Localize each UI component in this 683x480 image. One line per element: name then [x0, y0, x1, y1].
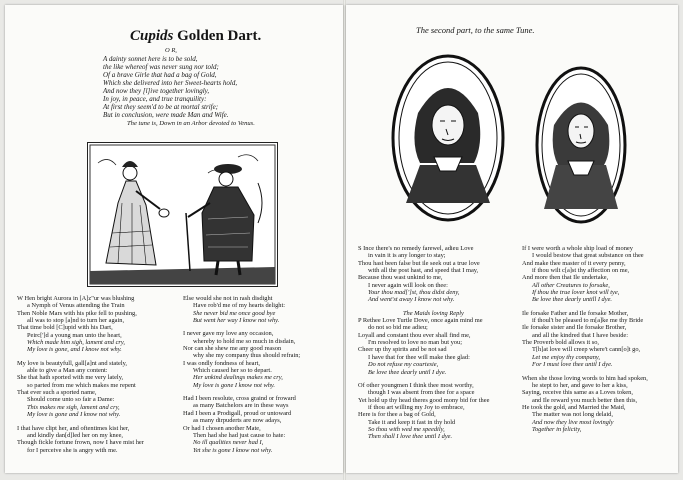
verse-line: When she those loving words to him had spoken, [522, 374, 648, 382]
verse-line: But went her way I know not why. [193, 317, 280, 325]
verse-line: I would bestow that great substance on thee [532, 252, 644, 260]
tune-line: The tune is, Down in an Arbor devoted to Venus. [127, 120, 255, 127]
right-column-2 [522, 245, 648, 433]
verse-line: My love is gone and I know not why. [27, 411, 121, 419]
verse-line: Be love thee dearly untill I dye. [532, 296, 613, 304]
verse-line: Yet hold up thy head theres good mony bid for thee [358, 396, 490, 404]
ballad-title [130, 29, 261, 44]
right-page [346, 5, 678, 473]
verse-line: P Rethee Love Turtle Dove, once again mind me [358, 317, 483, 325]
subtitle-line: Which she delivered into her Sweet-hearts hold, [103, 79, 238, 87]
subtitle-line: But in conclusion, were made Man and Wife. [103, 111, 229, 119]
verse-line: Peirc[']d a young man unto the heart, [27, 331, 122, 339]
left-column-1 [17, 295, 144, 454]
verse-line: Saying, receive this same as a Loves token, [522, 389, 633, 397]
verse-line: If I were worth a whole ship load of money [522, 245, 633, 252]
verse-line: for I perceive she is angry with me. [27, 446, 118, 454]
or-line: O R, [165, 47, 177, 54]
portrait-man-icon [390, 53, 506, 223]
verse-line: Let me enjoy thy company, [532, 353, 600, 361]
verse-line: Because thou wast unkind to me, [358, 274, 443, 282]
verse-line: No ill qualities never had I, [193, 439, 264, 447]
subtitle-line: At first they seem'd to be at mortal strife; [103, 103, 219, 111]
verse-line: Be love thee dearly until I dye. [368, 368, 447, 376]
left-page [5, 5, 343, 473]
verse-line: Yet she is gone I know not why. [193, 446, 273, 454]
subtitle-block [103, 55, 237, 119]
verse-line: I was ondly fondness of heart, [183, 359, 261, 367]
verse-line: Of other youngmen I think thee most worthy, [358, 381, 474, 389]
verse-line: S Ince there's no remedy farewel, adieu Love [358, 245, 474, 252]
verse-line: Though fickle fortune frown, now I have mist her [17, 439, 144, 447]
verse-line: if thoul't be pleased to m[a]ke me thy Bride [532, 317, 644, 325]
verse-line: I never again will look on thee: [368, 281, 448, 289]
verse-line: I that have clipt her, and oftentimes kist her, [17, 424, 130, 432]
verse-line: And more then that Ile undertake, [522, 274, 609, 282]
verse-line: That ever such a sported name, [17, 389, 97, 397]
verse-line: Then shall I love thee until I dye. [368, 433, 453, 441]
woodcut-couple-icon [88, 143, 277, 286]
verse-line: If thou the true lover knot will tye, [532, 289, 620, 297]
second-part-heading: The second part, to the same Tune. [416, 25, 535, 35]
subtitle-line: Of a brave Girle that had a bag of Gold, [103, 71, 217, 79]
verse-line: My love is gone, and I know not why. [27, 346, 122, 354]
verse-line: And went'st away I know not why. [368, 296, 455, 304]
verse-line: so parted from me which makes me repent [27, 381, 136, 389]
verse-line: This makes me sigh, lament and cry, [27, 403, 120, 411]
verse-line: and kindly dan[d]led her on my knee, [27, 431, 124, 439]
verse-line: as many Batchelors are in these ways [193, 402, 289, 410]
verse-line: in vain it is any longer to stay; [368, 252, 446, 260]
verse-line: She never bid me once good bye [193, 309, 276, 317]
verse-line: My love is beautyfull, gall[a]nt and stately, [17, 359, 127, 367]
verse-line: Nor can she shew me any good reason [183, 345, 282, 353]
verse-line: with all the post hast, and speed that I may, [368, 267, 479, 275]
left-column-2 [183, 295, 300, 454]
title-rest: Golden Dart. [173, 28, 262, 44]
woodcut-couple [87, 142, 278, 287]
verse-line: Loyall and constant thou ever shall find me, [358, 331, 471, 339]
verse-line: Should come unto so fair a Dame: [27, 396, 115, 404]
verse-line: W Hen bright Aurora in [A]z"ur was blushing [17, 295, 135, 302]
verse-line: if thou wilt c[a]st thy affection on me, [532, 267, 630, 275]
verse-line: Cheer up thy spirits and be not sad [358, 346, 447, 354]
verse-line: He took the gold, and Married the Maid, [522, 403, 626, 411]
right-column-1 [358, 245, 489, 441]
verse-line: All other Creatures to forsake, [532, 281, 610, 289]
verse-line: whereby to hold me so much in disdain, [193, 337, 296, 345]
verse-line: why she my company thus should refrain; [193, 352, 301, 360]
verse-line: Then Noble Mars with his pike fell to pushing, [17, 309, 137, 317]
verse-line: For I must love thee until I dye. [532, 361, 613, 369]
verse-line: he stept to her, and gave to her a kiss, [532, 381, 628, 389]
verse-line: Else would she not in rash disdight [183, 295, 273, 302]
verse-line: Thou hast been false but ile seek out a true love [358, 259, 480, 267]
verse-line: Then had she had just cause to hate: [193, 431, 286, 439]
verse-line: if thou art willing my Joy to embrace, [368, 403, 465, 411]
verse-line: Have rob'd me of my hearts delight: [193, 302, 286, 310]
verse-line: though I was absent from thee for a space [368, 389, 475, 397]
portrait-woman [534, 65, 628, 225]
verse-line: and Ile reward you much better then this, [532, 396, 638, 404]
verse-line: Which made him sigh, lament and cry, [27, 339, 125, 347]
portrait-woman-icon [534, 65, 628, 225]
subtitle-line: A dainty sonnet here is to be sold, [103, 55, 198, 63]
verse-line: able to give a Man any content: [27, 367, 108, 375]
verse-line: Her unkind dealings makes me cry, [193, 374, 283, 382]
verse-line: I never gave my love any occasion, [183, 330, 274, 338]
verse-line: as many dirpuderts are now adays, [193, 417, 282, 425]
verse-line: The matter was not long delaid, [532, 411, 613, 419]
verse-line: I have that for thee will make thee glad: [368, 353, 470, 361]
verse-line: So thou with wed me speedily, [368, 425, 445, 433]
subtitle-line: In joy, in peace, and true tranquility: [103, 95, 207, 103]
verse-line: Had I been resolute, cross graind or froward [183, 395, 296, 403]
verse-line: Or had I chosen another Mate, [183, 424, 261, 432]
verse-line: The Maids loving Reply [403, 309, 464, 317]
verse-line: She that hath sported with me very lately, [17, 374, 124, 382]
verse-line: The Proverb bold allows it so, [522, 339, 600, 347]
verse-line: Ile forsake sister and Ile forsake Brother, [522, 324, 627, 332]
verse-line: a Nymph of Venus attending the Train [27, 302, 125, 310]
portrait-man [390, 53, 506, 223]
verse-line: Ile forsake Father and Ile forsake Mother, [522, 309, 629, 317]
verse-line: do not so bid me adieu; [368, 324, 428, 332]
verse-line: That time bold [C]upid with his Dart, [17, 324, 113, 332]
title-main: Cupids [130, 28, 174, 44]
verse-line: Do not refuse my courtesie, [368, 361, 439, 369]
verse-line: And make thee master of it every penny, [522, 259, 626, 267]
verse-line: My love is gone I know not why. [193, 381, 275, 389]
verse-line: T[h]at love will creep where't cann[o]t go, [532, 346, 641, 354]
verse-line: I'm resolved to love no man but you; [368, 339, 462, 347]
verse-line: all was to stop [a]nd to turn her again, [27, 317, 125, 325]
verse-line: Which caused her so to depart. [193, 367, 272, 375]
verse-line: Here is for thee a bag of Gold, [358, 411, 436, 419]
verse-line: Had I been a Prodigall, proud or untoward [183, 409, 292, 417]
verse-line: and all the kindred that I have beside: [532, 331, 629, 339]
subtitle-line: the like whereof was never sung nor told; [103, 63, 219, 71]
verse-line: Take it and keep it fast in thy hold [368, 418, 456, 426]
subtitle-line: And now they [l]ive together lovingly, [103, 87, 210, 95]
verse-line: Your thou mad[']st, thou didst deny, [368, 289, 460, 297]
verse-line: Together in felicity, [532, 425, 582, 433]
verse-line: And now they live most lovingly [532, 418, 614, 426]
